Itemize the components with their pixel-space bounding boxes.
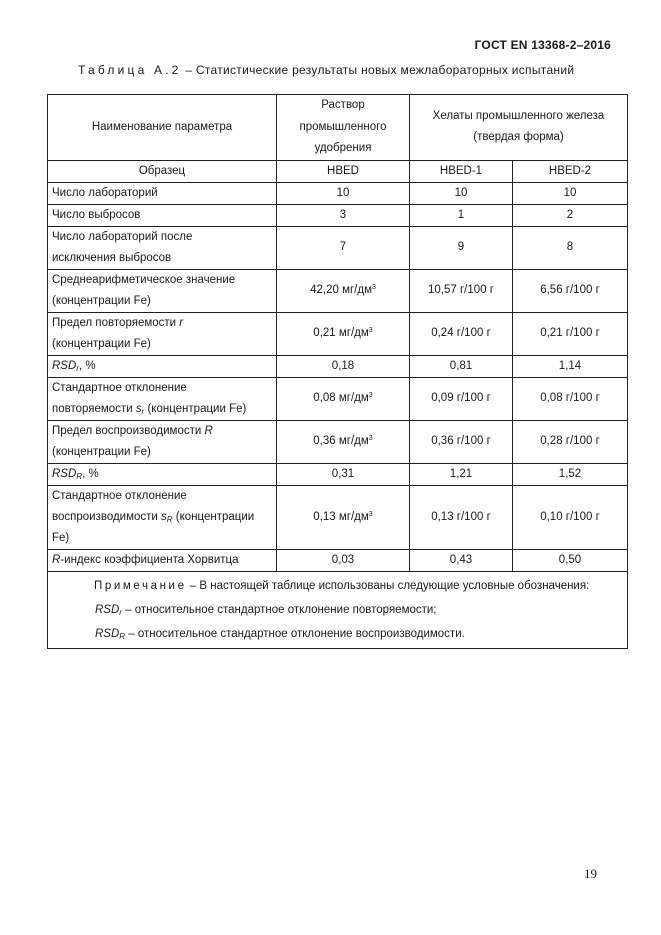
table-row-repro-limit: Предел воспроизводимости R (концентрации Fe) 0,36 $мг/дм^3$ 0,36 г/100 г 0,28 г/100 г [48,420,628,463]
table-row-sr: Стандартное отклонение повторяемости $s_r$ (концентрации Fe) 0,08 $мг/дм^3$ 0,09 г/100 г 0,08 г/100 г [48,377,628,420]
table-row-mean: Среднеарифметическое значение (концентрации Fe) 42,20 $мг/дм^3$ 10,57 г/100 г 6,56 г/100 г [48,269,628,312]
page-number: 19 [584,866,597,881]
table-row-labs: Число лабораторий 10 10 10 [48,182,628,204]
header-solution: Раствор промышленного удобрения [277,95,410,161]
table-row-horwitz: R-индекс коэффициента Хорвитца 0,03 0,43 0,50 [48,549,628,571]
table-row-labs-after: Число лабораторий после исключения выбросов 7 9 8 [48,226,628,269]
note-line-rsd-r: $RSD_r$ – относительное стандартное отклонение повторяемости; [95,603,437,617]
table-row-rsd-R: $RSD_R$, % 0,31 1,21 1,52 [48,463,628,485]
table-row-rsd-r: $RSD_r$, % 0,18 0,81 1,14 [48,355,628,377]
document-code: ГОСТ EN 13368-2–2016 [474,38,611,52]
caption-text: – Статистические результаты новых межлабораторных испытаний [181,63,575,77]
table-row-sR: Стандартное отклонение воспроизводимости $s_R$ (концентрации Fe) 0,13 $мг/дм^3$ 0,13 г/100 г 0,10 г/100 г [48,485,628,549]
note-line-rsd-R: $RSD_R$ – относительное стандартное отклонение воспроизводимости. [95,627,465,641]
caption-label: Таблица А.2 [78,63,182,77]
sample-row: Образец HBED HBED-1 HBED-2 [48,160,628,182]
note-heading: Примечание – В настоящей таблице использованы следующие условные обозначения: [94,579,590,592]
header-chelates: Хелаты промышленного железа (твердая форма) [410,95,628,161]
table-row-repeat-limit: Предел повторяемости r (концентрации Fe) 0,21 $мг/дм^3$ 0,24 г/100 г 0,21 г/100 г [48,312,628,355]
table-header-row [48,95,628,161]
table-row-outliers: Число выбросов 3 1 2 [48,204,628,226]
table-caption [78,63,574,77]
statistics-table [47,94,628,649]
table-note-row [48,571,628,648]
header-param: Наименование параметра [48,95,277,161]
